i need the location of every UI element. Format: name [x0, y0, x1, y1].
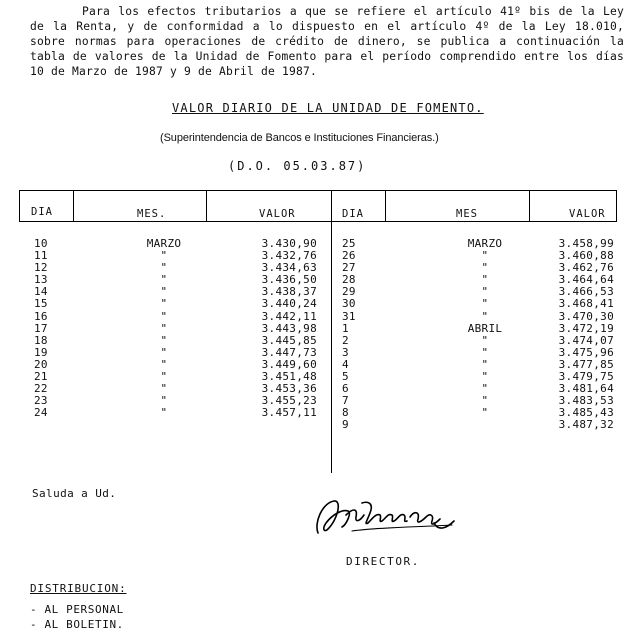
- value-cell: 3.485,43: [558, 406, 614, 420]
- value-cell: 3.445,85: [261, 333, 317, 347]
- day-cell: 6: [342, 382, 349, 396]
- table-row: [34, 407, 324, 419]
- month-cell: ": [160, 261, 168, 275]
- month-cell: ": [481, 370, 489, 384]
- value-cell: 3.438,37: [261, 285, 317, 299]
- table-row: [342, 419, 614, 431]
- value-cell: 3.455,23: [261, 394, 317, 408]
- day-cell: 25: [342, 237, 356, 250]
- divider: [331, 190, 332, 222]
- value-cell: 3.481,64: [558, 382, 614, 396]
- day-cell: 17: [34, 321, 48, 335]
- day-cell: 31: [342, 309, 356, 323]
- header-mes-left: MES.: [137, 208, 167, 220]
- table-row: [34, 311, 324, 323]
- intro-paragraph: Para los efectos tributarios a que se refiere el artículo 41º bis de la Ley de la Renta, y de conformidad a lo dispuesto en el artículo 4º de la Ley 18.010, sobre normas para operaciones de crédito de dinero, se publica a continuación la tabla de valores de la Unidad de Fomento para el período comprendido entre los días 10 de Marzo de 1987 y 9 de Abril de 1987.: [30, 5, 624, 78]
- value-cell: 3.436,50: [261, 273, 317, 287]
- month-cell: MARZO: [146, 237, 182, 250]
- value-cell: 3.468,41: [558, 297, 614, 311]
- header-valor-right: VALOR: [569, 208, 606, 220]
- day-cell: 3: [342, 345, 349, 359]
- month-cell: ": [160, 394, 168, 408]
- month-cell: ": [160, 333, 168, 347]
- month-cell: MARZO: [467, 237, 503, 250]
- value-cell: 3.443,98: [261, 321, 317, 335]
- month-cell: ": [160, 370, 168, 384]
- month-cell: ": [481, 273, 489, 287]
- month-cell: ": [160, 309, 168, 323]
- document-subtitle: (Superintendencia de Bancos e Instituciones Financieras.): [160, 132, 439, 144]
- day-cell: 27: [342, 261, 356, 275]
- table-row: [342, 311, 614, 323]
- day-cell: 11: [34, 249, 48, 263]
- day-cell: 21: [34, 370, 48, 384]
- divider: [385, 190, 386, 222]
- value-cell: 3.466,53: [558, 285, 614, 299]
- value-cell: 3.483,53: [558, 394, 614, 408]
- uf-value-table: [19, 190, 619, 473]
- day-cell: 12: [34, 261, 48, 275]
- day-cell: 9: [342, 418, 349, 432]
- table-row: [342, 298, 614, 310]
- month-cell: ": [481, 357, 489, 371]
- value-cell: 3.474,07: [558, 333, 614, 347]
- director-signature: [312, 493, 460, 543]
- month-cell: ": [481, 406, 489, 420]
- value-cell: 3.464,64: [558, 273, 614, 287]
- header-valor-left: VALOR: [259, 208, 296, 220]
- month-cell: ": [481, 345, 489, 359]
- header-mes-right: MES: [456, 208, 478, 220]
- closing-salutation: Saluda a Ud.: [32, 487, 117, 500]
- distribution-item: - AL PERSONAL: [30, 603, 124, 616]
- distribution-title: DISTRIBUCION:: [30, 582, 127, 595]
- day-cell: 7: [342, 394, 349, 408]
- day-cell: 13: [34, 273, 48, 287]
- value-cell: 3.449,60: [261, 357, 317, 371]
- value-cell: 3.475,96: [558, 345, 614, 359]
- month-cell: ": [160, 249, 168, 263]
- month-cell: ABRIL: [467, 321, 503, 335]
- distribution-item: - AL BOLETIN.: [30, 618, 124, 631]
- divider: [73, 190, 74, 222]
- document-title: VALOR DIARIO DE LA UNIDAD DE FOMENTO.: [172, 101, 484, 115]
- day-cell: 1: [342, 321, 349, 335]
- day-cell: 29: [342, 285, 356, 299]
- table-row: [34, 323, 324, 335]
- publication-reference: (D.O. 05.03.87): [228, 159, 367, 173]
- signer-title: DIRECTOR.: [346, 555, 421, 568]
- value-cell: 3.434,63: [261, 261, 317, 275]
- month-cell: ": [481, 309, 489, 323]
- month-cell: ": [481, 382, 489, 396]
- day-cell: 10: [34, 237, 48, 250]
- value-cell: 3.487,32: [558, 418, 614, 432]
- day-cell: 23: [34, 394, 48, 408]
- table-header-frame: [19, 190, 617, 222]
- value-cell: 3.457,11: [261, 406, 317, 420]
- day-cell: 16: [34, 309, 48, 323]
- month-cell: ": [160, 297, 168, 311]
- month-cell: ": [481, 297, 489, 311]
- day-cell: 4: [342, 357, 349, 371]
- month-cell: ": [160, 285, 168, 299]
- header-dia-left: DIA: [31, 206, 53, 218]
- day-cell: 24: [34, 406, 48, 420]
- value-cell: 3.453,36: [261, 382, 317, 396]
- day-cell: 19: [34, 345, 48, 359]
- day-cell: 18: [34, 333, 48, 347]
- right-rows: [342, 238, 614, 432]
- day-cell: 30: [342, 297, 356, 311]
- day-cell: 14: [34, 285, 48, 299]
- day-cell: 2: [342, 333, 349, 347]
- month-cell: ": [160, 357, 168, 371]
- value-cell: 3.477,85: [558, 357, 614, 371]
- day-cell: 15: [34, 297, 48, 311]
- left-rows: [34, 238, 324, 419]
- month-cell: ": [160, 321, 168, 335]
- day-cell: 22: [34, 382, 48, 396]
- month-cell: ": [481, 249, 489, 263]
- value-cell: 3.460,88: [558, 249, 614, 263]
- month-cell: ": [160, 273, 168, 287]
- value-cell: 3.432,76: [261, 249, 317, 263]
- day-cell: 5: [342, 370, 349, 384]
- value-cell: 3.430,90: [261, 237, 317, 250]
- value-cell: 3.472,19: [558, 321, 614, 335]
- day-cell: 20: [34, 357, 48, 371]
- table-row: [342, 323, 614, 335]
- value-cell: 3.451,48: [261, 370, 317, 384]
- month-cell: ": [481, 333, 489, 347]
- day-cell: 28: [342, 273, 356, 287]
- day-cell: 8: [342, 406, 349, 420]
- value-cell: 3.442,11: [261, 309, 317, 323]
- month-cell: ": [160, 382, 168, 396]
- month-cell: ": [160, 345, 168, 359]
- value-cell: 3.440,24: [261, 297, 317, 311]
- value-cell: 3.470,30: [558, 309, 614, 323]
- value-cell: 3.462,76: [558, 261, 614, 275]
- header-dia-right: DIA: [342, 208, 364, 220]
- month-cell: ": [481, 394, 489, 408]
- value-cell: 3.479,75: [558, 370, 614, 384]
- month-cell: ": [481, 261, 489, 275]
- center-divider: [331, 222, 332, 473]
- divider: [529, 190, 530, 222]
- value-cell: 3.458,99: [558, 237, 614, 250]
- day-cell: 26: [342, 249, 356, 263]
- distribution-list: [30, 602, 124, 632]
- table-row: [34, 298, 324, 310]
- month-cell: ": [481, 285, 489, 299]
- month-cell: ": [160, 406, 168, 420]
- divider: [206, 190, 207, 222]
- value-cell: 3.447,73: [261, 345, 317, 359]
